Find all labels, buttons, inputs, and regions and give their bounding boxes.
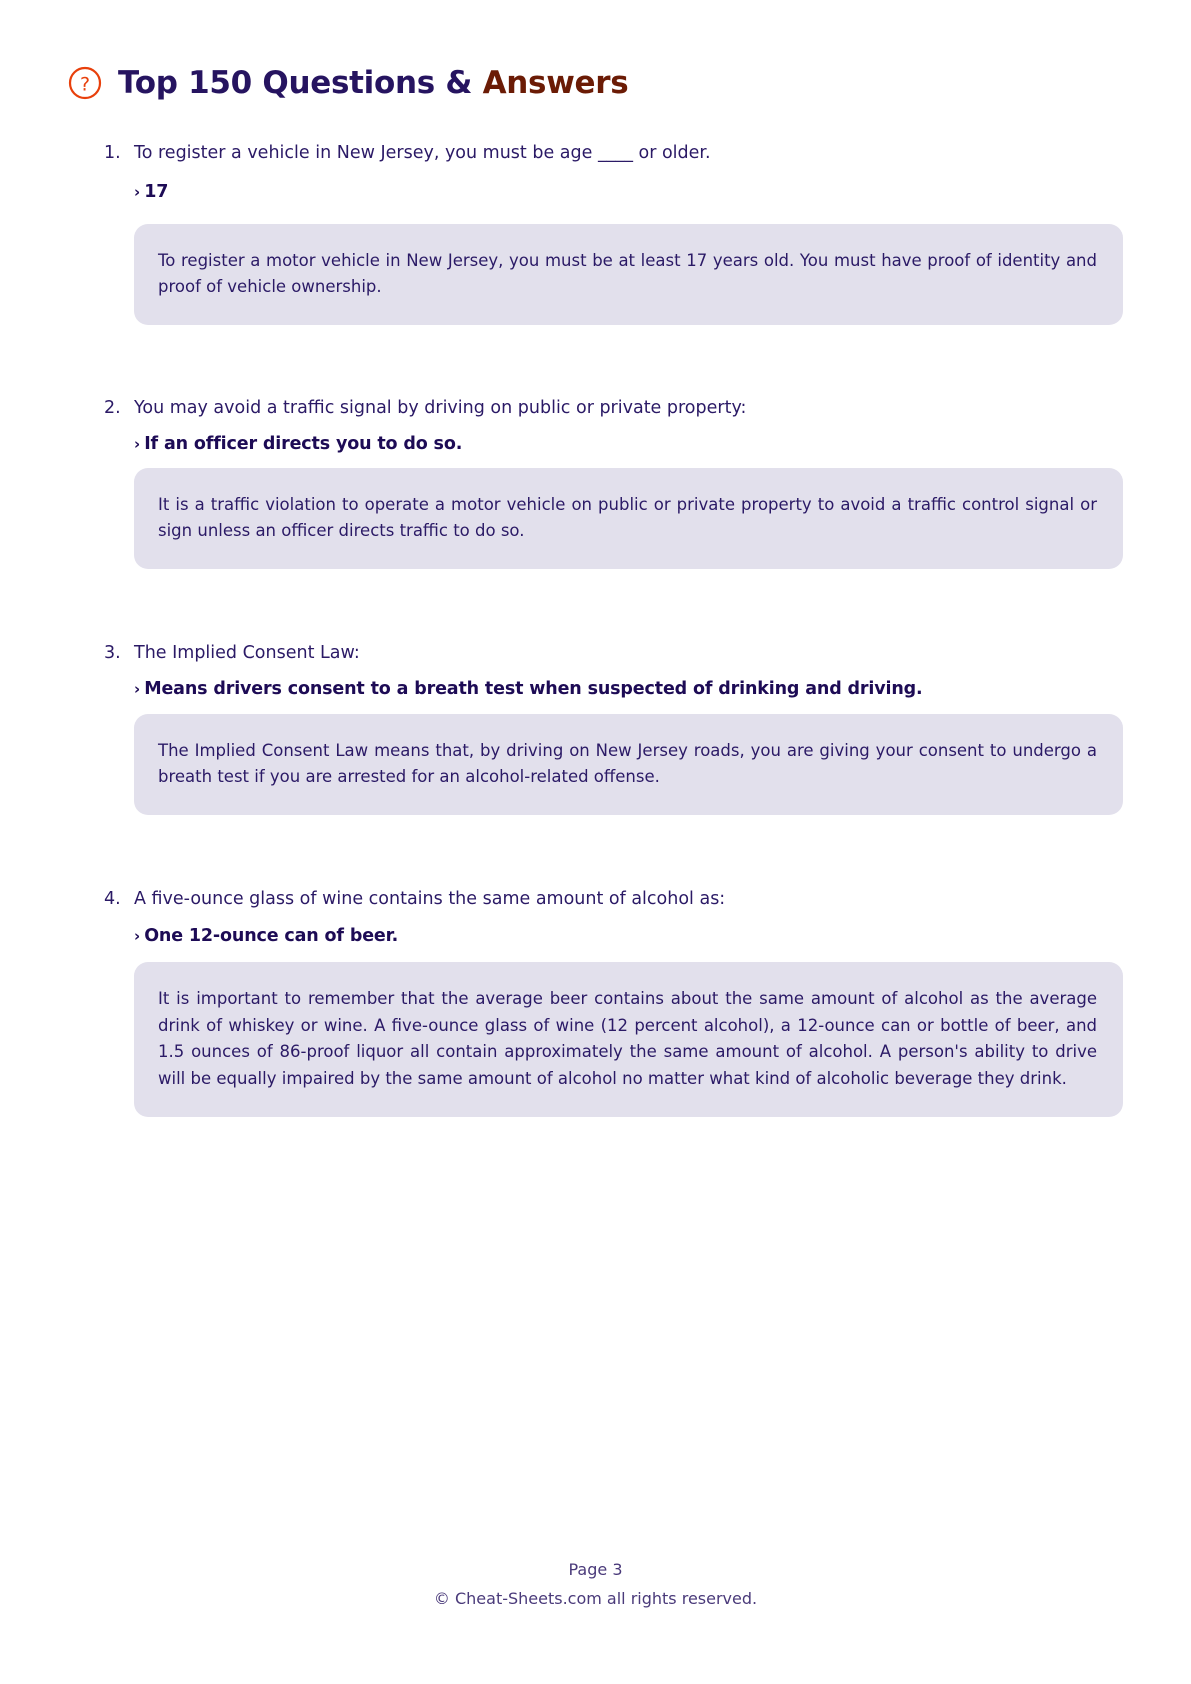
qa-item: [104, 142, 1123, 325]
chevron-right-icon: ›: [134, 679, 141, 698]
answer-text: One 12-ounce can of beer.: [144, 925, 399, 946]
answer-text: If an officer directs you to do so.: [144, 433, 463, 454]
page-title: [118, 64, 629, 101]
chevron-right-icon: ›: [134, 182, 141, 201]
answer-row: [104, 926, 1123, 946]
page-number-label: Page 3: [568, 1559, 623, 1579]
explanation-box: It is a traffic violation to operate a motor vehicle on public or private property to avoid a traffic control signal or sign unless an officer directs traffic to do so.: [134, 468, 1123, 569]
answer-row: [104, 679, 1123, 699]
question-text: The Implied Consent Law:: [134, 643, 360, 664]
question-row: [104, 397, 1123, 421]
page-footer: [0, 1557, 1191, 1612]
question-text: You may avoid a traffic signal by driving on public or private property:: [134, 398, 747, 419]
explanation-box: The Implied Consent Law means that, by driving on New Jersey roads, you are giving your consent to undergo a breath test if you are arrested for an alcohol-related offense.: [134, 714, 1123, 815]
question-mark-circle-icon: [68, 66, 102, 100]
qa-item: [104, 642, 1123, 815]
questions-list: [68, 142, 1123, 1117]
answer-text: Means drivers consent to a breath test when suspected of drinking and driving.: [144, 678, 923, 699]
page-title-accent: Answers: [482, 64, 629, 101]
question-row: [104, 888, 1123, 912]
chevron-right-icon: ›: [134, 926, 141, 945]
question-number: 3.: [104, 643, 121, 664]
qa-item: [104, 888, 1123, 1117]
question-number: 4.: [104, 889, 121, 910]
question-text: A five-ounce glass of wine contains the same amount of alcohol as:: [134, 889, 726, 910]
chevron-right-icon: ›: [134, 434, 141, 453]
question-row: [104, 142, 1123, 166]
svg-text:?: ?: [79, 73, 91, 96]
page-title-main: Top 150 Questions &: [118, 64, 483, 101]
page-header: [68, 0, 1123, 100]
answer-text: 17: [144, 181, 169, 202]
answer-row: [104, 434, 1123, 454]
copyright-text: © Cheat-Sheets.com all rights reserved.: [433, 1589, 758, 1609]
question-row: [104, 642, 1123, 666]
question-number: 1.: [104, 143, 121, 163]
explanation-box: To register a motor vehicle in New Jersey, you must be at least 17 years old. You must have proof of identity and proof of vehicle ownership.: [134, 224, 1123, 325]
explanation-box: It is important to remember that the average beer contains about the same amount of alcohol as the average drink of whiskey or wine. A five-ounce glass of wine (12 percent alcohol), a 12-ounce can or bottle of beer, and 1.5 ounces of 86-proof liquor all contain approximately the same amount of alcohol. A person's ability to drive will be equally impaired by the same amount of alcohol no matter what kind of alcoholic beverage they drink.: [134, 962, 1123, 1117]
answer-row: [104, 182, 1123, 202]
question-text: To register a vehicle in New Jersey, you must be age ____ or older.: [134, 143, 711, 163]
question-number: 2.: [104, 398, 121, 419]
qa-item: [104, 397, 1123, 569]
